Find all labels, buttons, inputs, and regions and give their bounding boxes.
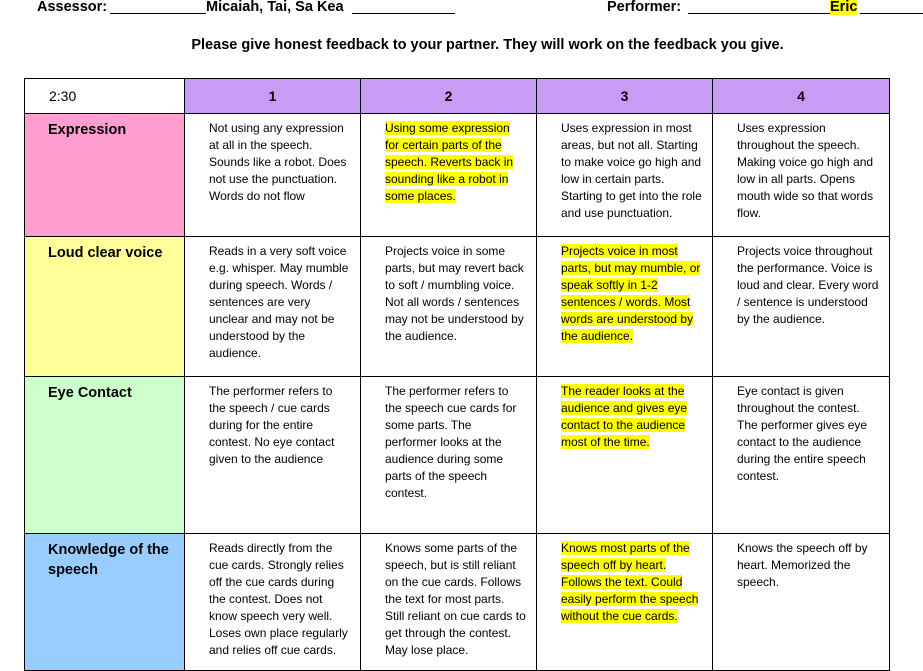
voice-level-1[interactable] (185, 237, 361, 377)
assessor-label: Assessor: (37, 0, 108, 15)
criterion-loud-clear-voice: Loud clear voice (25, 237, 185, 377)
rubric-row-knowledge (25, 534, 890, 671)
rubric-row-expression (25, 114, 890, 237)
eye-contact-level-3[interactable] (537, 377, 713, 534)
rubric-table (24, 78, 890, 671)
descriptor-text: Uses expression throughout the speech. Making voice go high and low in all parts. Opens mouth wide so that words flow. (737, 121, 874, 220)
level-header-4: 4 (713, 79, 890, 114)
rubric-header-row (25, 79, 890, 114)
descriptor-text: Reads directly from the cue cards. Strongly relies off the cue cards during the contest. Does not know speech very well. Loses own place regularly and relies off cue cards. (209, 541, 348, 657)
voice-level-3[interactable] (537, 237, 713, 377)
expression-level-2[interactable] (361, 114, 537, 237)
descriptor-text: The performer refers to the speech / cue cards during for the entire contest. No eye contact given to the audience (209, 384, 335, 466)
level-header-2: 2 (361, 79, 537, 114)
expression-level-1[interactable] (185, 114, 361, 237)
assessor-underline-left (110, 13, 206, 14)
descriptor-text: Knows some parts of the speech, but is still reliant on the cue cards. Follows the text for most parts. Still reliant on cue cards to get through the contest. May lose place. (385, 541, 526, 657)
performer-value[interactable]: Eric (830, 0, 858, 15)
performer-underline-right (860, 13, 923, 14)
eye-contact-level-4[interactable] (713, 377, 890, 534)
instructions-text: Please give honest feedback to your partner. They will work on the feedback you give. (191, 37, 784, 53)
eye-contact-level-1[interactable] (185, 377, 361, 534)
descriptor-text-selected: Projects voice in most parts, but may mumble, or speak softly in 1-2 sentences / words. Most words are understood by the audience. (561, 244, 701, 343)
voice-level-2[interactable] (361, 237, 537, 377)
knowledge-level-2[interactable] (361, 534, 537, 671)
time-cell: 2:30 (25, 79, 185, 114)
header (0, 0, 923, 18)
expression-level-4[interactable] (713, 114, 890, 237)
performer-label: Performer: (607, 0, 682, 15)
criterion-eye-contact: Eye Contact (25, 377, 185, 534)
performer-underline-left (688, 13, 830, 14)
descriptor-text: Reads in a very soft voice e.g. whisper. May mumble during speech. Words / sentences are very unclear and may not be understood by the audience. (209, 244, 349, 360)
descriptor-text-selected: Knows most parts of the speech off by heart. Follows the text. Could easily perform the speech without the cue cards. (561, 541, 699, 623)
descriptor-text: Knows the speech off by heart. Memorized the speech. (737, 541, 868, 589)
knowledge-level-3[interactable] (537, 534, 713, 671)
voice-level-4[interactable] (713, 237, 890, 377)
knowledge-level-4[interactable] (713, 534, 890, 671)
level-header-3: 3 (537, 79, 713, 114)
descriptor-text-selected: The reader looks at the audience and gives eye contact to the audience most of the time. (561, 384, 688, 449)
descriptor-text: Projects voice in some parts, but may revert back to soft / mumbling voice. Not all words / sentences may not be understood by the audience. (385, 244, 524, 343)
eye-contact-level-2[interactable] (361, 377, 537, 534)
knowledge-level-1[interactable] (185, 534, 361, 671)
rubric-row-eye-contact (25, 377, 890, 534)
descriptor-text-selected: Using some expression for certain parts of the speech. Reverts back in sounding like a robot in some places. (385, 121, 514, 203)
descriptor-text: Not using any expression at all in the speech. Sounds like a robot. Does not use the punctuation. Words do not flow (209, 121, 347, 203)
descriptor-text: Uses expression in most areas, but not all. Starting to make voice go high and low in certain parts. Starting to get into the role and use punctuation. (561, 121, 702, 220)
rubric-row-loud-clear-voice (25, 237, 890, 377)
assessor-value[interactable]: Micaiah, Tai, Sa Kea (206, 0, 344, 15)
descriptor-text: The performer refers to the speech cue cards for some parts. The performer looks at the audience during some parts of the speech contest. (385, 384, 517, 500)
criterion-expression: Expression (25, 114, 185, 237)
criterion-knowledge: Knowledge of the speech (25, 534, 185, 671)
assessor-underline-right (352, 13, 455, 14)
descriptor-text: Eye contact is given throughout the contest. The performer gives eye contact to the audience during the entire speech contest. (737, 384, 868, 483)
level-header-1: 1 (185, 79, 361, 114)
expression-level-3[interactable] (537, 114, 713, 237)
descriptor-text: Projects voice throughout the performance. Voice is loud and clear. Every word / sentence is understood by the audience. (737, 244, 879, 326)
